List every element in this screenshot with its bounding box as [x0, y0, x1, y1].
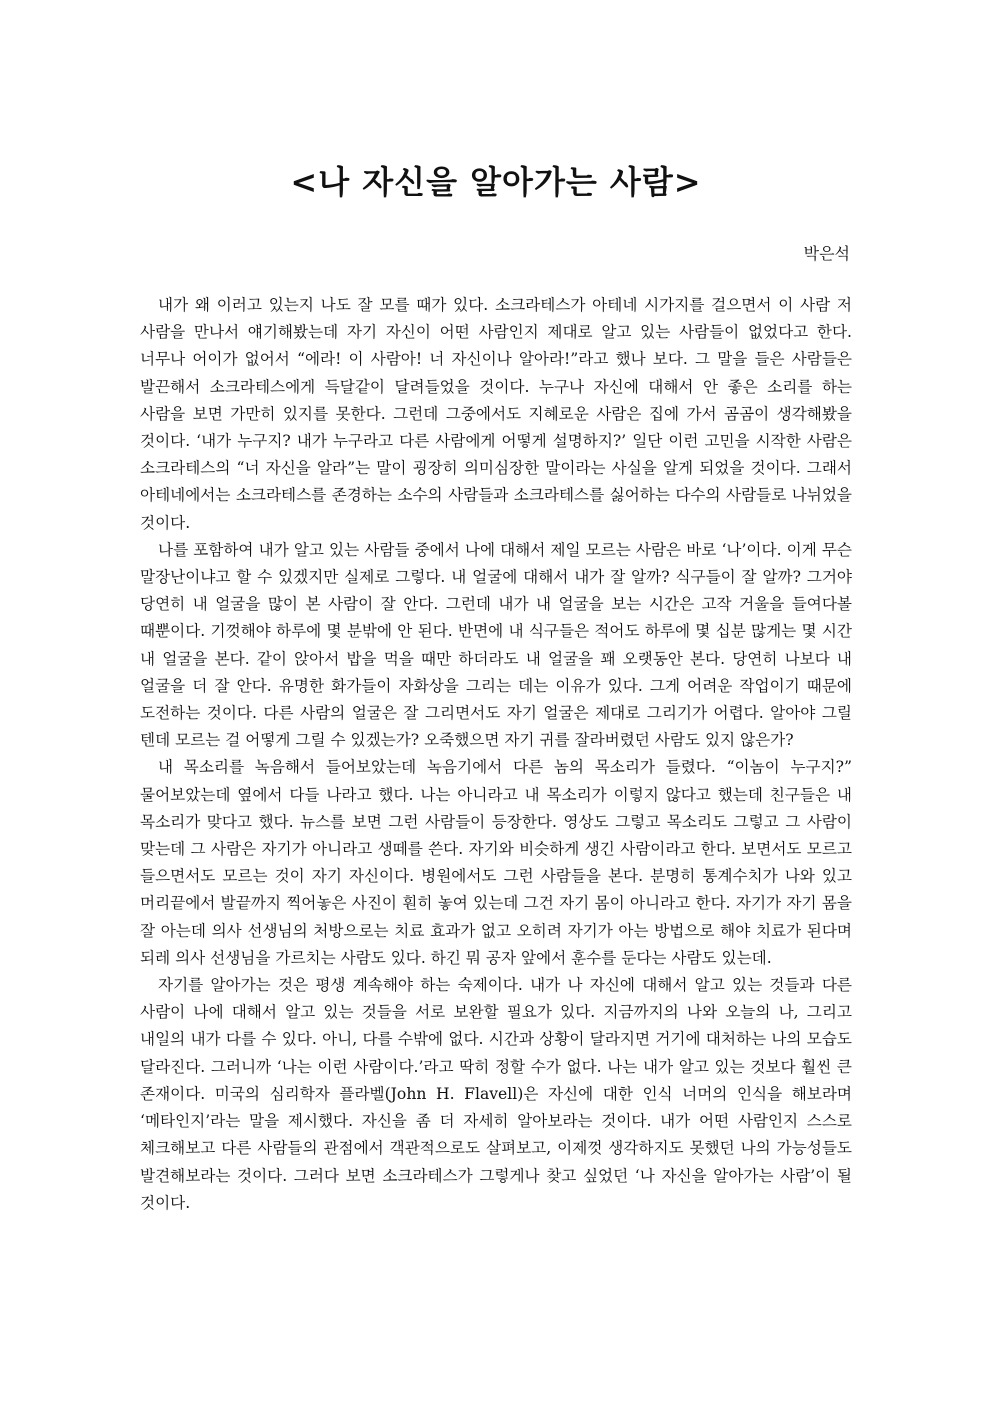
paragraph: 내 목소리를 녹음해서 들어보았는데 녹음기에서 다른 놈의 목소리가 들렸다. “이놈이 누구지?” 물어보았는데 옆에서 다들 나라고 했다. 나는 아니라고 내 목소리가 이렇지 않다고 했는데 친구들은 내 목소리가 맞다고 했다. 뉴스를 보면 그런 사람들이 등장한다. 영상도 그렇고 목소리도 그렇고 그 사람이 맞는데 그 사람은 자기가 아니라고 생떼를 쓴다. 자기와 비슷하게 생긴 사람이라고 한다. 보면서도 모르고 들으면서도 모르는 것이 자기 자신이다. 병원에서도 그런 사람들을 본다. 분명히 통계수치가 나와 있고 머리끝에서 발끝까지 찍어놓은 사진이 훤히 놓여 있는데 그건 자기 몸이 아니라고 한다. 자기가 자기 몸을 잘 아는데 의사 선생님의 처방으로는 치료 효과가 없고 오히려 자기가 아는 방법으로 해야 치료가 된다며 되레 의사 선생님을 가르치는 사람도 있다. 하긴 뭐 공자 앞에서 훈수를 둔다는 사람도 있는데. [140, 758, 852, 967]
paragraph: 내가 왜 이러고 있는지 나도 잘 모를 때가 있다. 소크라테스가 아테네 시가지를 걸으면서 이 사람 저 사람을 만나서 얘기해봤는데 자기 자신이 어떤 사람인지 제대로 알고 있는 사람들이 없었다고 한다. 너무나 어이가 없어서 “에라! 이 사람아! 너 자신이나 알아라!”라고 했나 보다. 그 말을 들은 사람들은 발끈해서 소크라테스에게 득달같이 달려들었을 것이다. 누구나 자신에 대해서 안 좋은 소리를 하는 사람을 보면 가만히 있지를 못한다. 그런데 그중에서도 지혜로운 사람은 집에 가서 곰곰이 생각해봤을 것이다. ‘내가 누구지? 내가 누구라고 다른 사람에게 어떻게 설명하지?’ 일단 이런 고민을 시작한 사람은 소크라테스의 “너 자신을 알라”는 말이 굉장히 의미심장한 말이라는 사실을 알게 되었을 것이다. 그래서 아테네에서는 소크라테스를 존경하는 소수의 사람들과 소크라테스를 싫어하는 다수의 사람들로 나뉘었을 것이다. [140, 296, 852, 532]
document-title: <나 자신을 알아가는 사람> [290, 163, 702, 201]
paragraph: 나를 포함하여 내가 알고 있는 사람들 중에서 나에 대해서 제일 모르는 사람은 바로 ‘나’이다. 이게 무슨 말장난이냐고 할 수 있겠지만 실제로 그렇다. 내 얼굴에 대해서 내가 잘 알까? 식구들이 잘 알까? 그거야 당연히 내 얼굴을 많이 본 사람이 잘 안다. 그런데 내가 내 얼굴을 보는 시간은 고작 거울을 들여다볼 때뿐이다. 기껏해야 하루에 몇 분밖에 안 된다. 반면에 내 식구들은 적어도 하루에 몇 십분 많게는 몇 시간 내 얼굴을 본다. 같이 앉아서 밥을 먹을 때만 하더라도 내 얼굴을 꽤 오랫동안 본다. 당연히 나보다 내 얼굴을 더 잘 안다. 유명한 화가들이 자화상을 그리는 데는 이유가 있다. 그게 어려운 작업이기 때문에 도전하는 것이다. 다른 사람의 얼굴은 잘 그리면서도 자기 얼굴은 제대로 그리기가 어렵다. 알아야 그릴 텐데 모르는 걸 어떻게 그릴 수 있겠는가? 오죽했으면 자기 귀를 잘라버렸던 사람도 있지 않은가? [140, 540, 852, 750]
author-name: 박은석 [803, 244, 850, 263]
paragraph: 자기를 알아가는 것은 평생 계속해야 하는 숙제이다. 내가 나 자신에 대해서 알고 있는 것들과 다른 사람이 나에 대해서 알고 있는 것들을 서로 보완할 필요가 있다. 지금까지의 나와 오늘의 나, 그리고 내일의 내가 다를 수 있다. 아니, 다를 수밖에 없다. 시간과 상황이 달라지면 거기에 대처하는 나의 모습도 달라진다. 그러니까 ‘나는 이런 사람이다.’라고 딱히 정할 수가 없다. 나는 내가 알고 있는 것보다 훨씬 큰 존재이다. 미국의 심리학자 플라벨(John H. Flavell)은 자신에 대한 인식 너머의 인식을 해보라며 ‘메타인지’라는 말을 제시했다. 자신을 좀 더 자세히 알아보라는 것이다. 내가 어떤 사람인지 스스로 체크해보고 다른 사람들의 관점에서 객관적으로도 살펴보고, 이제껏 생각하지도 못했던 나의 가능성들도 발견해보라는 것이다. 그러다 보면 소크라테스가 그렇게나 찾고 싶었던 ‘나 자신을 알아가는 사람’이 될 것이다. [140, 976, 852, 1212]
document-body [140, 292, 852, 1217]
